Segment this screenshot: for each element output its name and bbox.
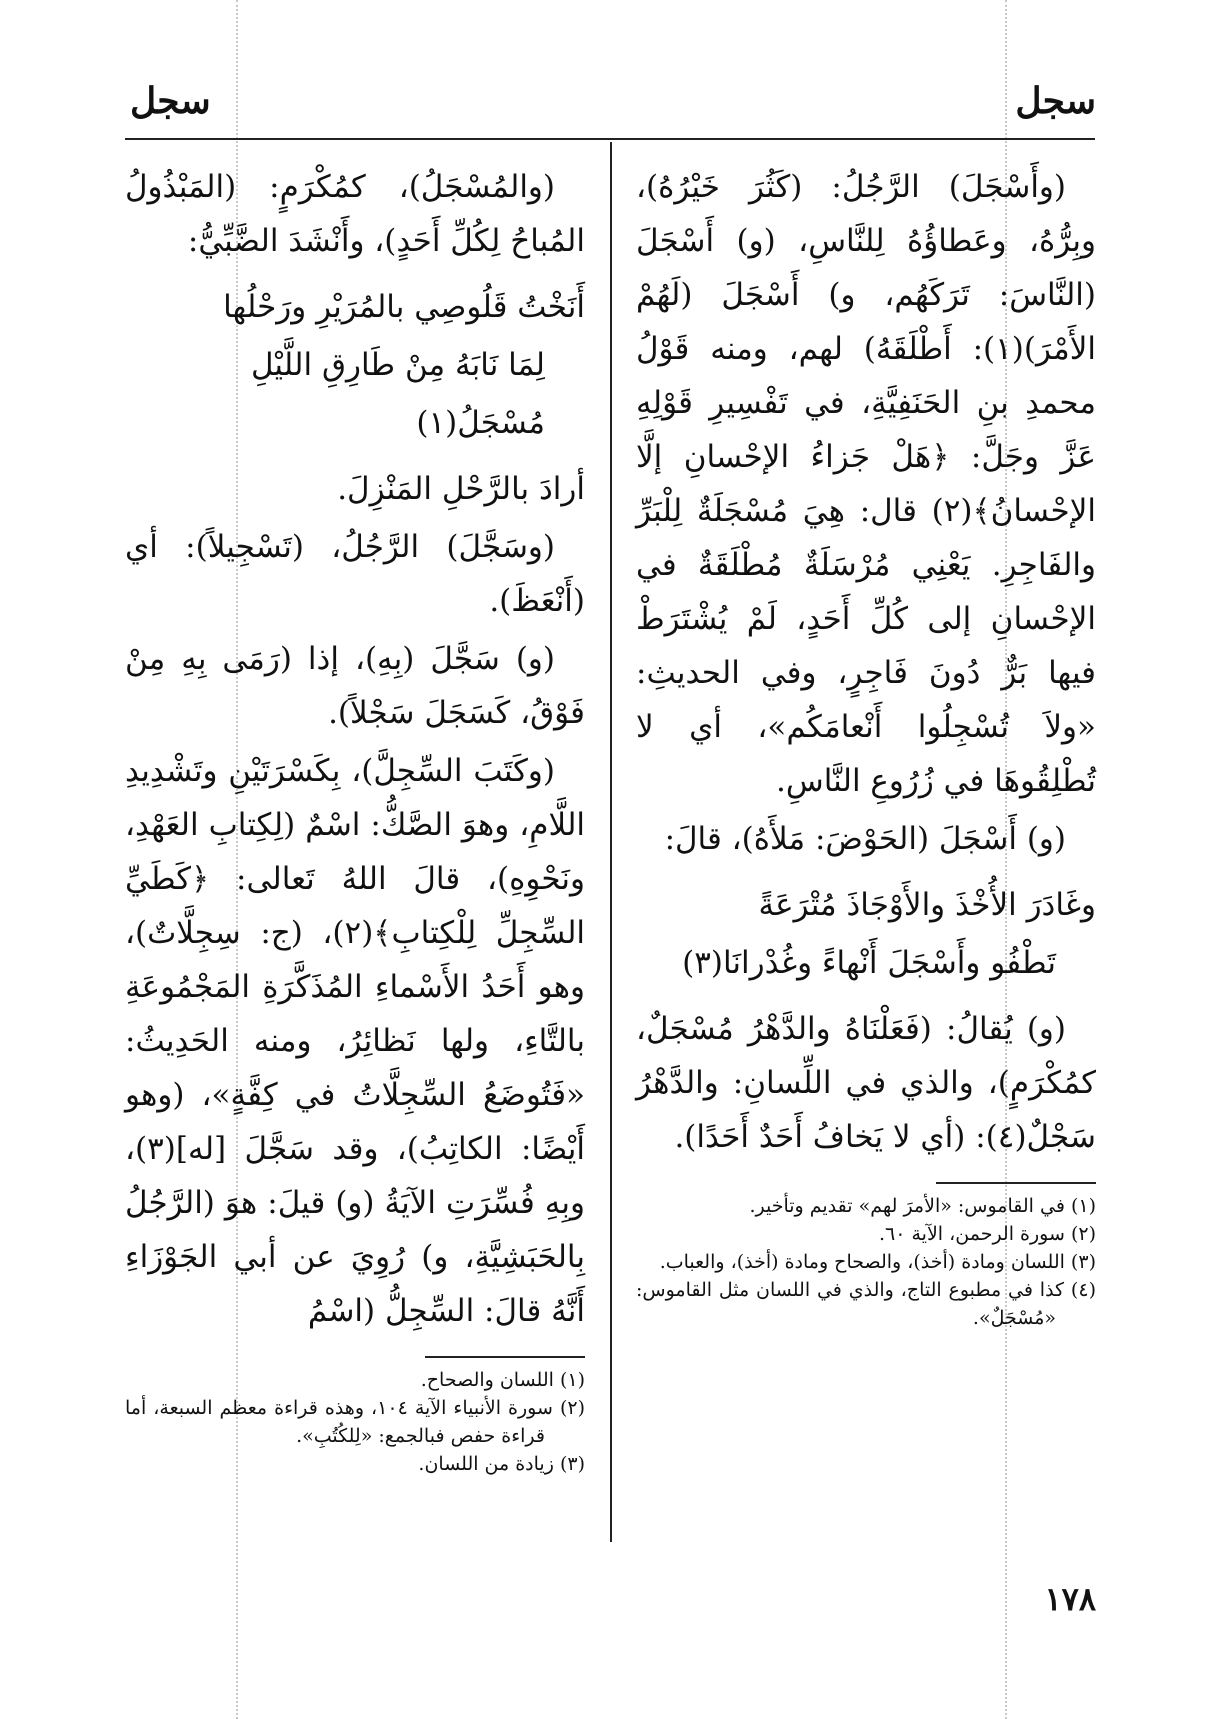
verse-line: تَطْفُو وأَسْجَلَ أَنْهاءً وغُدْرانَا(٣) — [682, 945, 1056, 981]
right-column — [636, 160, 1096, 1332]
column-divider — [610, 142, 612, 1542]
footnote: (٣) زيادة من اللسان. — [418, 1453, 585, 1475]
entry-paragraph: (وسَجَّلَ) الرَّجُلُ، (تَسْجِيلاً): أي (أَنْعَظَ). — [125, 529, 585, 619]
entry-paragraph: (والمُسْجَلُ)، كمُكْرَمٍ: (المَبْذُولُ المُباحُ لِكُلِّ أَحَدٍ)، وأَنْشَدَ الضَّبِّيُّ: — [125, 169, 585, 259]
verse-line: وغَادَرَ الأُخْذَ والأَوْجَاذَ مُتْرَعَةً — [758, 887, 1096, 923]
footnote: (١) اللسان والصحاح. — [420, 1369, 585, 1391]
page-number: ١٧٨ — [1044, 1580, 1096, 1618]
footnote: (٤) كذا في مطبوع التاج، والذي في اللسان مثل القاموس: «مُسْجَلٌ». — [636, 1279, 1096, 1329]
entry-paragraph: (و) سَجَّلَ (بِهِ)، إذا (رَمَى بِهِ مِنْ فَوْقُ، كَسَجَلَ سَجْلاً). — [125, 641, 585, 731]
footnote: (١) في القاموس: «الأمرَ لهم» تقديم وتأخير. — [749, 1195, 1096, 1217]
entry-paragraph: (و) يُقالُ: (فَعَلْنَاهُ والدَّهْرُ مُسْجَلٌ، كمُكْرَمٍ)، والذي في اللِّسانِ: والدَّهْرُ سَجْلٌ(٤): (أي لا يَخافُ أَحَدٌ أَحَدًا). — [636, 1011, 1096, 1155]
footnote: (٢) سورة الرحمن، الآية ٦٠. — [878, 1223, 1096, 1245]
entry-paragraph: (و) أَسْجَلَ (الحَوْضَ: مَلأَهُ)، قالَ: — [664, 821, 1066, 857]
entry-paragraph: (وأَسْجَلَ) الرَّجُلُ: (كَثُرَ خَيْرُهُ)، وبِرُّهُ، وعَطاؤُهُ لِلنَّاسِ، (و) أَسْجَلَ (النَّاسَ: تَرَكَهُم، و) أَسْجَلَ (لَهُمْ الأَمْرَ)(١): أَطْلَقَهُ) لهم، ومنه قَوْلُ محمدِ بنِ الحَنَفِيَّةِ، في تَفْسِيرِ قَوْلِهِ عَزَّ وجَلَّ: ﴿هَلْ جَزاءُ الإحْسانِ إلَّا الإحْسانُ﴾(٢) قال: هِيَ مُسْجَلَةٌ لِلْبَرِّ والفَاجِرِ. يَعْنِي مُرْسَلَةٌ مُطْلَقَةٌ في الإحْسانِ إلى كُلِّ أَحَدٍ، لَمْ يُشْتَرَطْ فيها بَرٌّ دُونَ فَاجِرٍ، وفي الحديثِ: «ولاَ تُسْجِلُوا أَنْعامَكُم»، أي لا تُطْلِقُوهَا في زُرُوعِ النَّاسِ. — [636, 169, 1096, 799]
footnote: (٢) سورة الأنبياء الآية ١٠٤، وهذه قراءة معظم السبعة، أما قراءة حفص فبالجمع: «لِلكُتُبِ». — [125, 1397, 585, 1447]
entry-paragraph: (وكَتَبَ السِّجِلَّ)، بِكَسْرَتَيْنِ وتَشْدِيدِ اللَّامِ، وهوَ الصَّكُّ: اسْمٌ (لِكِتابِ العَهْدِ، ونَحْوِهِ)، قالَ اللهُ تَعالى: ﴿كَطَيِّ السِّجِلِّ لِلْكِتابِ﴾(٢)، (ج: سِجِلَّاتٌ)، وهو أَحَدُ الأَسْماءِ المُذَكَّرَةِ المَجْمُوعَةِ بالتَّاءِ، ولها نَظائِرُ، ومنه الحَدِيثُ: «فَتُوضَعُ السِّجِلَّاتُ في كِفَّةٍ»، (وهو أَيْضًا: الكاتِبُ)، وقد سَجَّلَ [له](٣)، وبِهِ فُسِّرَتِ الآيَةُ (و) قيلَ: هوَ (الرَّجُلُ بِالحَبَشِيَّةِ، و) رُوِيَ عن أبي الجَوْزَاءِ أَنَّهُ قالَ: السِّجِلُّ (اسْمُ — [125, 753, 586, 1329]
footnote: (٣) اللسان ومادة (أخذ)، والصحاح ومادة (أخذ)، والعباب. — [659, 1251, 1096, 1273]
entry-paragraph: أرادَ بالرَّحْلِ المَنْزِلَ. — [337, 471, 585, 507]
footnote-rule — [425, 1356, 585, 1358]
running-header-left: سجل — [130, 80, 211, 122]
running-header-right: سجل — [1015, 80, 1096, 122]
verse-line: لِمَا نَابَهُ مِنْ طَارِقِ اللَّيْلِ مُسْجَلُ(١) — [250, 347, 545, 441]
verse-line: أَنَخْتُ قَلُوصِي بالمُرَيْرِ ورَحْلُها — [223, 289, 585, 325]
poetry-verse — [125, 278, 585, 452]
header-rule — [125, 138, 1095, 140]
left-column — [125, 160, 585, 1478]
footnote-rule — [936, 1182, 1096, 1184]
poetry-verse — [636, 876, 1096, 992]
